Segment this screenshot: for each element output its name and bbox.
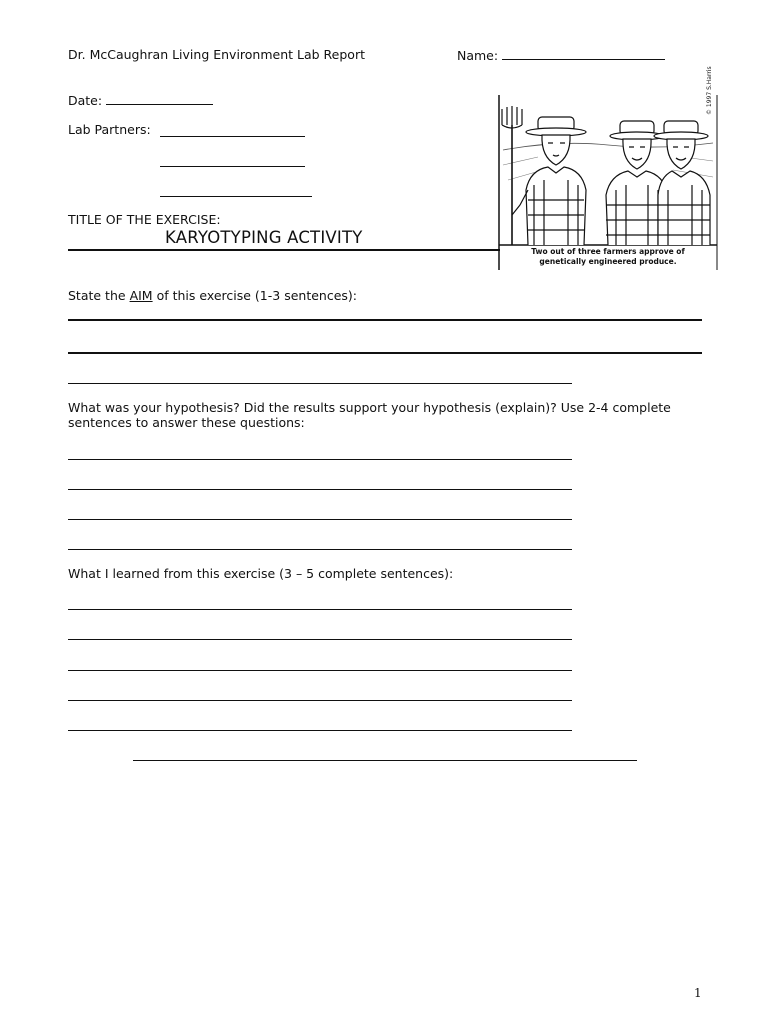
hypothesis-answer-line-2[interactable] [68,489,572,490]
aim-text-pre: State the [68,288,130,303]
learned-answer-line-3[interactable] [68,670,572,671]
name-blank[interactable] [502,47,665,60]
page-number: 1 [694,986,702,1000]
hypothesis-answer-line-3[interactable] [68,519,572,520]
partner-blank-2[interactable] [160,166,305,167]
name-field[interactable] [457,47,665,63]
partner-blank-1[interactable] [160,136,305,137]
hypothesis-question-line1: What was your hypothesis? Did the results support your hypothesis (explain)? Use 2-4 complete [68,400,671,415]
cartoon-signature: © 1997 S.Harris [706,66,713,115]
name-label: Name: [457,48,499,63]
learned-answer-line-2[interactable] [68,639,572,640]
farmers-cartoon [498,66,718,270]
aim-question [68,288,357,303]
date-blank[interactable] [106,92,213,105]
aim-answer-line-2[interactable] [68,352,702,354]
partner-blank-3[interactable] [160,196,312,197]
title-rule [68,249,500,251]
exercise-title: KARYOTYPING ACTIVITY [165,228,363,247]
aim-answer-line-1[interactable] [68,319,702,321]
hypothesis-answer-line-1[interactable] [68,459,572,460]
hypothesis-answer-line-4[interactable] [68,549,572,550]
aim-word: AIM [129,288,153,303]
cartoon-caption-line2: genetically engineered produce. [539,257,677,266]
learned-question: What I learned from this exercise (3 – 5 complete sentences): [68,566,454,581]
learned-answer-line-1[interactable] [68,609,572,610]
date-label: Date: [68,93,103,108]
aim-text-post: of this exercise (1-3 sentences): [152,288,358,303]
aim-answer-line-3[interactable] [68,383,572,384]
date-field[interactable] [68,92,213,108]
lab-partners-label: Lab Partners: [68,122,151,137]
hypothesis-question-line2: sentences to answer these questions: [68,415,305,430]
course-title: Dr. McCaughran Living Environment Lab Report [68,47,365,62]
learned-answer-line-5[interactable] [68,730,572,731]
learned-answer-line-6[interactable] [133,760,637,761]
cartoon-caption-line1: Two out of three farmers approve of [531,247,685,256]
learned-answer-line-4[interactable] [68,700,572,701]
title-label: TITLE OF THE EXERCISE: [68,212,221,227]
